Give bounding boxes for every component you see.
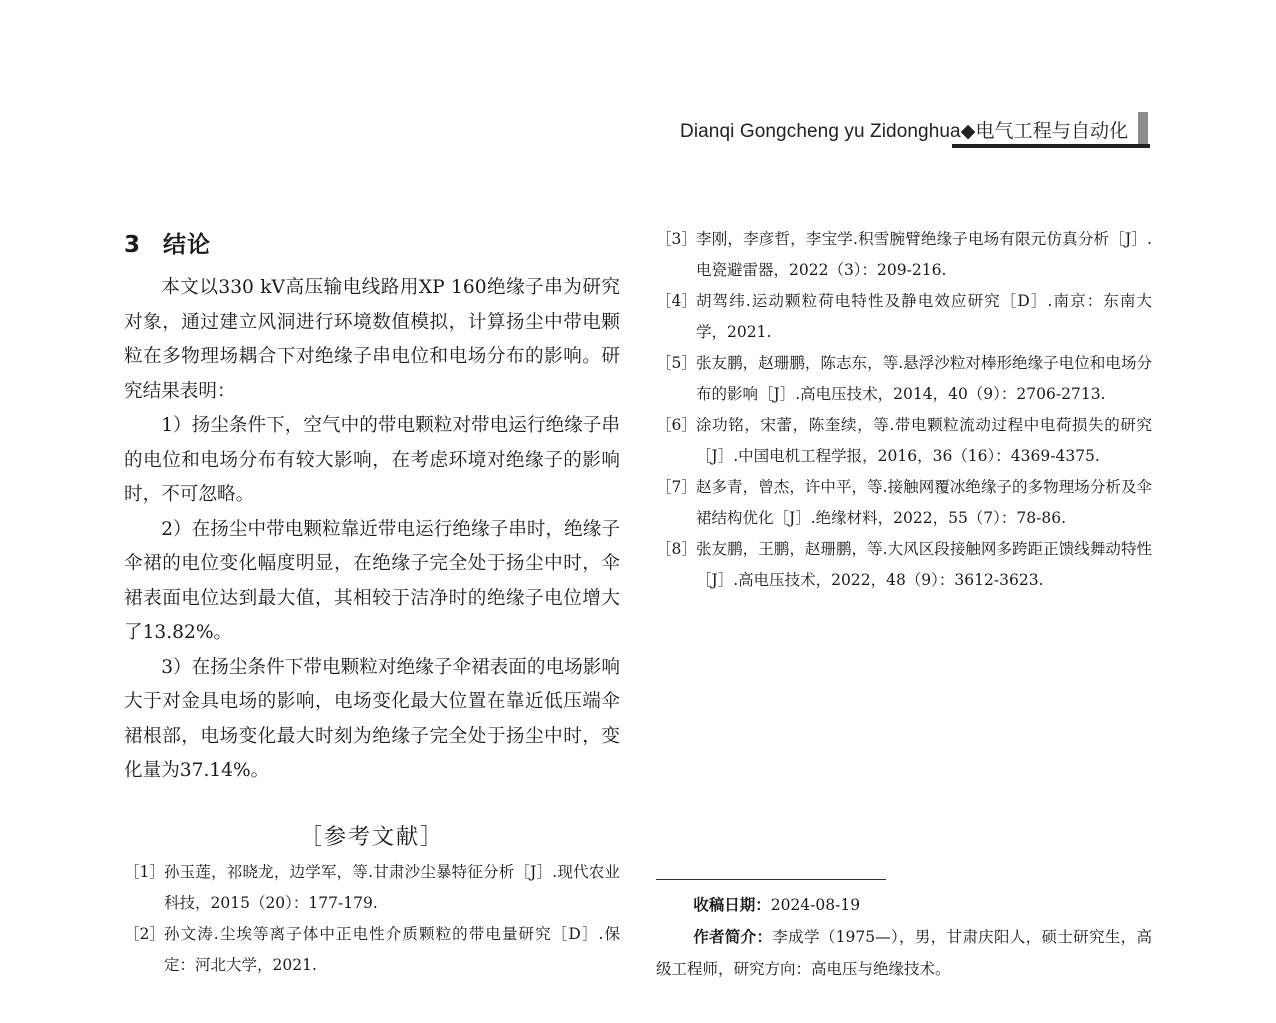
journal-pinyin: Dianqi Gongcheng yu Zidonghua [680, 121, 961, 142]
conclusion-section [124, 226, 620, 789]
reference-text: 张友鹏，王鹏，赵珊鹏，等.大风区段接触网多跨距正馈线舞动特性［J］.高电压技术，2022，48（9）：3612-3623. [696, 540, 1152, 589]
footnote-rule [656, 879, 886, 880]
paragraph: 1）扬尘条件下，空气中的带电颗粒对带电运行绝缘子串的电位和电场分布有较大影响，在考虑环境对绝缘子的影响时，不可忽略。 [124, 415, 620, 505]
reference-item [656, 472, 1152, 534]
reference-item [656, 410, 1152, 472]
section-number: 3 [124, 232, 142, 258]
header-rule [952, 144, 1150, 148]
reference-tag: ［2］ [124, 925, 165, 943]
reference-text: 李刚，李彦哲，李宝学.积雪腕臂绝缘子电场有限元仿真分析［J］.电瓷避雷器，2022（3）：209-216. [696, 230, 1152, 279]
reference-tag: ［5］ [656, 354, 697, 372]
paragraph: 本文以330 kV高压输电线路用XP 160绝缘子串为研究对象，通过建立风洞进行环境数值模拟，计算扬尘中带电颗粒在多物理场耦合下对绝缘子串电位和电场分布的影响。研究结果表明： [124, 277, 620, 402]
author-bio-label: 作者简介： [693, 928, 773, 946]
reference-list-left [124, 857, 620, 981]
references-heading: ［参考文献］ [299, 825, 444, 850]
reference-text: 孙玉莲，祁晓龙，边学军，等.甘肃沙尘暴特征分析［J］.现代农业科技，2015（20）：177-179. [164, 863, 620, 912]
reference-tag: ［6］ [656, 416, 697, 434]
reference-text: 胡驾纬.运动颗粒荷电特性及静电效应研究［D］.南京：东南大学，2021. [696, 292, 1152, 341]
paragraph: 2）在扬尘中带电颗粒靠近带电运行绝缘子串时，绝缘子伞裙的电位变化幅度明显，在绝缘子完全处于扬尘中时，伞裙表面电位达到最大值，其相较于洁净时的绝缘子电位增大了13.82%。 [124, 518, 620, 643]
running-header [680, 112, 1150, 148]
received-date-label: 收稿日期： [693, 896, 771, 914]
author-bio-line [656, 921, 1152, 985]
reference-text: 赵多青，曾杰，许中平，等.接触网覆冰绝缘子的多物理场分析及伞裙结构优化［J］.绝缘材料，2022，55（7）：78-86. [696, 478, 1152, 527]
reference-tag: ［8］ [656, 540, 697, 558]
footnote [656, 889, 1152, 985]
received-date-line [656, 889, 1152, 921]
reference-text: 涂功铭，宋蕾，陈奎续，等.带电颗粒流动过程中电荷损失的研究［J］.中国电机工程学报，2016，36（16）：4369-4375. [696, 416, 1152, 465]
reference-tag: ［1］ [124, 863, 165, 881]
reference-list-right [656, 224, 1152, 596]
diamond-icon: ◆ [960, 120, 976, 142]
paragraph: 3）在扬尘条件下带电颗粒对绝缘子伞裙表面的电场影响大于对金具电场的影响，电场变化最大位置在靠近低压端伞裙根部，电场变化最大时刻为绝缘子完全处于扬尘中时，变化量为37.14%。 [124, 656, 620, 781]
reference-text: 张友鹏，赵珊鹏，陈志东，等.悬浮沙粒对棒形绝缘子电位和电场分布的影响［J］.高电压技术，2014，40（9）：2706-2713. [696, 354, 1152, 403]
received-date-value: 2024-08-19 [770, 896, 861, 914]
reference-item [656, 348, 1152, 410]
reference-item [124, 919, 620, 981]
reference-text: 孙文涛.尘埃等离子体中正电性介质颗粒的带电量研究［D］.保定：河北大学，2021. [164, 925, 620, 974]
header-bar-decoration [1138, 112, 1148, 146]
reference-item [656, 224, 1152, 286]
reference-item [124, 857, 620, 919]
journal-title-cn: 电气工程与自动化 [975, 120, 1129, 142]
reference-tag: ［7］ [656, 478, 697, 496]
author-bio-text: 李成学（1975—），男，甘肃庆阳人，硕士研究生，高级工程师，研究方向：高电压与绝缘技术。 [656, 928, 1152, 978]
reference-item [656, 534, 1152, 596]
reference-item [656, 286, 1152, 348]
section-title: 结论 [163, 232, 212, 258]
reference-tag: ［3］ [656, 230, 697, 248]
journal-name [680, 116, 1128, 143]
reference-tag: ［4］ [656, 292, 697, 310]
section-heading [124, 226, 620, 259]
